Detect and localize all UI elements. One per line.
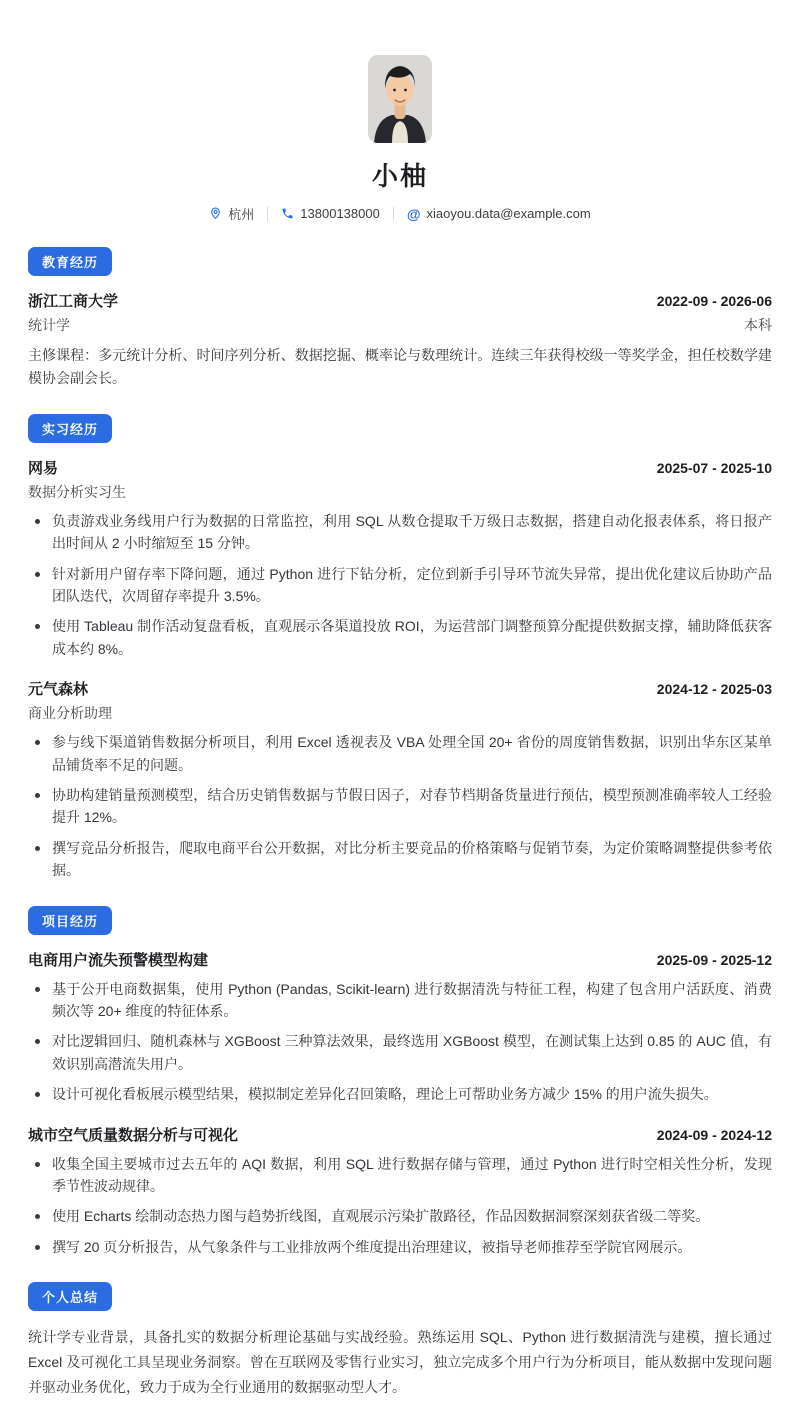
education-description: 主修课程：多元统计分析、时间序列分析、数据挖掘、概率论与数理统计。连续三年获得校级一等奖学金，担任校数学建模协会副会长。 bbox=[28, 347, 772, 386]
company-name: 元气森林 bbox=[28, 681, 89, 699]
location-text: 杭州 bbox=[228, 207, 255, 222]
contact-separator bbox=[393, 207, 394, 221]
bullet-item: 撰写 20 页分析报告，从气象条件与工业排放两个维度提出治理建议，被指导老师推荐至学院官网展示。 bbox=[28, 1236, 772, 1258]
section-education bbox=[28, 247, 772, 390]
entry-head bbox=[28, 290, 772, 311]
entry-subhead bbox=[28, 315, 772, 335]
role-title: 数据分析实习生 bbox=[28, 483, 126, 500]
bullet-item: 使用 Echarts 绘制动态热力图与趋势折线图，直观展示污染扩散路径，作品因数据洞察深刻获省级二等奖。 bbox=[28, 1205, 772, 1227]
education-date: 2022-09 - 2026-06 bbox=[656, 293, 772, 309]
bullet-item: 撰写竞品分析报告，爬取电商平台公开数据，对比分析主要竞品的价格策略与促销节奏，为定价策略调整提供参考依据。 bbox=[28, 837, 772, 882]
profile-photo bbox=[368, 55, 432, 143]
bullet-item: 设计可视化看板展示模型结果，模拟制定差异化召回策略，理论上可帮助业务方减少 15% 的用户流失损失。 bbox=[28, 1083, 772, 1105]
role-title: 商业分析助理 bbox=[28, 705, 112, 722]
internship-entry bbox=[28, 457, 772, 660]
section-badge-education: 教育经历 bbox=[28, 247, 112, 276]
education-entry bbox=[28, 290, 772, 390]
entry-head bbox=[28, 1124, 772, 1145]
email-at-icon: @ bbox=[406, 205, 421, 222]
project-name: 城市空气质量数据分析与可视化 bbox=[28, 1126, 239, 1144]
summary-text: 统计学专业背景，具备扎实的数据分析理论基础与实战经验。熟练运用 SQL、Python 进行数据清洗与建模，擅长通过 Excel 及可视化工具呈现业务洞察。曾在互联网及零售行业实习，独立完成多个用户行为分析项目，能从数据中发现问题并驱动业务优化，致力于成为全行业通用的数据驱动型人才。 bbox=[28, 1329, 772, 1396]
project-name: 电商用户流失预警模型构建 bbox=[28, 951, 209, 969]
section-badge-summary: 个人总结 bbox=[28, 1282, 112, 1311]
section-badge-projects: 项目经历 bbox=[28, 906, 112, 935]
project-entry bbox=[28, 949, 772, 1106]
location-pin-icon bbox=[209, 207, 222, 220]
entry-subhead bbox=[28, 482, 772, 502]
bullet-item: 负责游戏业务线用户行为数据的日常监控，利用 SQL 从数仓提取千万级日志数据，搭建自动化报表体系，将日报产出时间从 2 小时缩短至 15 分钟。 bbox=[28, 510, 772, 555]
bullet-item: 收集全国主要城市过去五年的 AQI 数据，利用 SQL 进行数据存储与管理，通过 Python 进行时空相关性分析，发现季节性波动规律。 bbox=[28, 1153, 772, 1198]
project-entry bbox=[28, 1124, 772, 1259]
contact-email bbox=[407, 206, 591, 221]
bullet-list bbox=[28, 978, 772, 1106]
company-name: 网易 bbox=[28, 459, 59, 477]
bullet-item: 对比逻辑回归、随机森林与 XGBoost 三种算法效果，最终选用 XGBoost 模型，在测试集上达到 0.85 的 AUC 值，有效识别高潜流失用户。 bbox=[28, 1030, 772, 1075]
bullet-list bbox=[28, 1153, 772, 1259]
project-date: 2024-09 - 2024-12 bbox=[656, 1126, 772, 1143]
school-name: 浙江工商大学 bbox=[28, 293, 119, 310]
candidate-name: 小柚 bbox=[371, 161, 428, 191]
profile-photo-illustration bbox=[368, 55, 432, 143]
internship-date: 2025-07 - 2025-10 bbox=[656, 459, 772, 476]
internship-date: 2024-12 - 2025-03 bbox=[656, 681, 772, 698]
contact-row bbox=[28, 204, 772, 223]
bullet-item: 协助构建销量预测模型，结合历史销售数据与节假日因子，对春节档期备货量进行预估，模型预测准确率较人工经验提升 12%。 bbox=[28, 784, 772, 829]
email-text: xiaoyou.data@example.com bbox=[426, 206, 591, 221]
bullet-list bbox=[28, 510, 772, 660]
entry-head bbox=[28, 678, 772, 699]
entry-head bbox=[28, 457, 772, 478]
section-badge-internship: 实习经历 bbox=[28, 414, 112, 443]
phone-text: 13800138000 bbox=[300, 206, 380, 221]
section-summary bbox=[28, 1282, 772, 1401]
project-date: 2025-09 - 2025-12 bbox=[656, 951, 772, 968]
bullet-item: 参与线下渠道销售数据分析项目，利用 Excel 透视表及 VBA 处理全国 20+ 省份的周度销售数据，识别出华东区某单品铺货率不足的问题。 bbox=[28, 731, 772, 776]
internship-entry bbox=[28, 678, 772, 881]
bullet-list bbox=[28, 731, 772, 881]
bullet-item: 针对新用户留存率下降问题，通过 Python 进行下钻分析，定位到新手引导环节流失异常，提出优化建议后协助产品团队迭代，次周留存率提升 3.5%。 bbox=[28, 563, 772, 608]
section-internship bbox=[28, 414, 772, 882]
contact-location bbox=[209, 204, 254, 223]
bullet-item: 使用 Tableau 制作活动复盘看板，直观展示各渠道投放 ROI，为运营部门调整预算分配提供数据支撑，辅助降低获客成本约 8%。 bbox=[28, 615, 772, 660]
degree-level: 本科 bbox=[744, 317, 772, 333]
major-name: 统计学 bbox=[28, 317, 70, 333]
section-projects bbox=[28, 906, 772, 1259]
bullet-item: 基于公开电商数据集，使用 Python (Pandas, Scikit-learn) 进行数据清洗与特征工程，构建了包含用户活跃度、消费频次等 20+ 维度的特征体系。 bbox=[28, 978, 772, 1023]
entry-head bbox=[28, 949, 772, 970]
contact-separator bbox=[267, 207, 268, 221]
phone-icon bbox=[281, 207, 294, 220]
entry-subhead bbox=[28, 703, 772, 723]
contact-phone bbox=[281, 206, 380, 221]
